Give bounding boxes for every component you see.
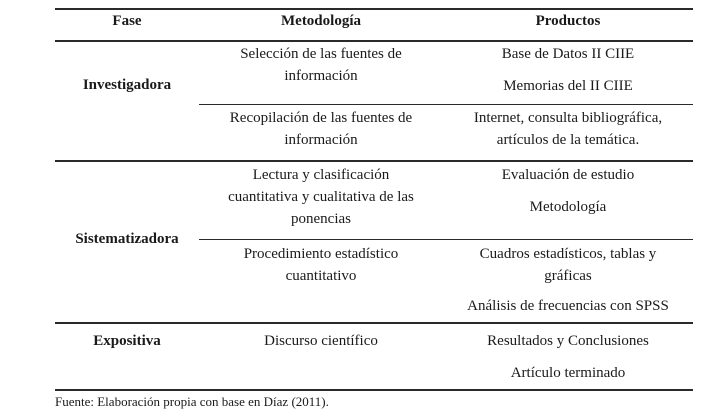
product-line: Internet, consulta bibliográfica, <box>473 110 663 126</box>
rule-inner-2 <box>199 239 693 240</box>
product-line: Evaluación de estudio <box>501 167 635 183</box>
method-line: Procedimiento estadístico <box>243 246 399 262</box>
product-line: gráficas <box>544 268 592 284</box>
rule-phase-2 <box>55 322 693 324</box>
method-line: Lectura y clasificación <box>252 167 390 183</box>
phase-expositiva: Expositiva <box>93 333 161 349</box>
method-line: cuantitativa y cualitativa de las <box>228 189 414 205</box>
product-line: Metodología <box>529 199 607 215</box>
method-line: información <box>284 132 358 148</box>
header-method: Metodología <box>281 13 361 29</box>
product-line: Base de Datos II CIIE <box>501 46 635 62</box>
phase-investigadora: Investigadora <box>82 77 172 93</box>
rule-header <box>55 40 693 42</box>
rule-inner-1 <box>199 104 693 105</box>
method-line: Recopilación de las fuentes de <box>229 110 413 126</box>
source-note: Fuente: Elaboración propia con base en Díaz (2011). <box>55 394 329 409</box>
product-line: Resultados y Conclusiones <box>487 333 649 349</box>
phase-sistematizadora: Sistematizadora <box>75 231 179 247</box>
product-line: Memorias del II CIIE <box>503 78 633 94</box>
product-line: artículos de la temática. <box>496 132 640 148</box>
header-phase: Fase <box>112 13 142 29</box>
method-line: Selección de las fuentes de <box>240 46 402 62</box>
header-products: Productos <box>535 13 601 29</box>
product-line: Cuadros estadísticos, tablas y <box>479 246 657 262</box>
method-line: Discurso científico <box>264 333 378 349</box>
product-line: Análisis de frecuencias con SPSS <box>467 298 669 314</box>
product-line: Artículo terminado <box>510 365 626 381</box>
method-line: información <box>284 68 358 84</box>
method-line: cuantitativo <box>285 268 357 284</box>
rule-phase-1 <box>55 160 693 162</box>
method-line: ponencias <box>291 211 351 227</box>
rule-bottom <box>55 389 693 391</box>
